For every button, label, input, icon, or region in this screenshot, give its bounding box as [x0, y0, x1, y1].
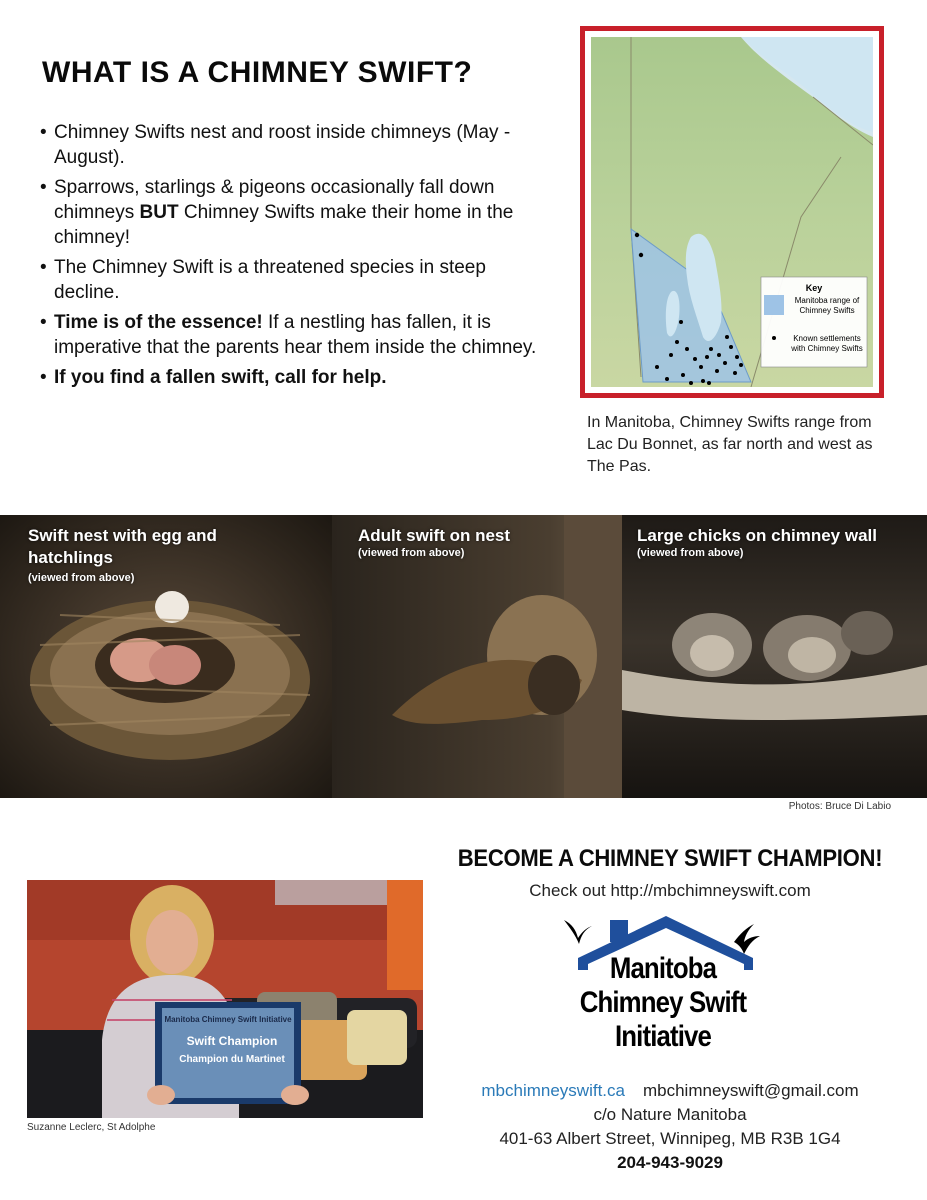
bullet-nesting: • Chimney Swifts nest and roost inside chimneys (May - August).: [40, 122, 511, 168]
address-line: 401-63 Albert Street, Winnipeg, MB R3B 1G4: [499, 1129, 841, 1148]
key-settlement-label-1: Known settlements: [793, 334, 861, 343]
panel-1-title: Swift nest with egg and hatchlings: [28, 526, 217, 567]
key-range-label-1: Manitoba range of: [794, 296, 860, 305]
contact-info: [420, 1079, 920, 1175]
photo-nest-egg: [0, 515, 332, 798]
swift-bird-right-icon: [734, 924, 760, 954]
email-link[interactable]: mbchimneyswift@gmail.com: [642, 1081, 859, 1100]
champion-photo: [27, 880, 423, 1118]
champion-heading: BECOME A CHIMNEY SWIFT CHAMPION!: [457, 845, 883, 872]
website-link[interactable]: mbchimneyswift.ca: [481, 1081, 625, 1100]
panel-2-subtitle: (viewed from above): [358, 547, 465, 559]
bullet-other-birds: • Sparrows, starlings & pigeons occasionally fall down chimneys BUT Chimney Swifts make their home in the chimney!: [40, 177, 514, 248]
panel-3-title: Large chicks on chimney wall: [637, 526, 877, 545]
photo-adult-swift: [332, 515, 622, 798]
chimney-icon: [610, 920, 628, 942]
key-settlement-label-2: with Chimney Swifts: [791, 344, 863, 353]
certificate-org: Manitoba Chimney Swift Initiative: [164, 1015, 292, 1024]
phone-number: 204-943-9029: [617, 1153, 723, 1172]
logo-wordmark: Manitoba Chimney Swift Initiative: [579, 952, 747, 1053]
panel-2-title: Adult swift on nest: [358, 526, 511, 545]
photo-strip: [0, 515, 927, 798]
key-settlement-dot: [772, 336, 776, 340]
bullet-call-for-help: • If you find a fallen swift, call for help.: [40, 367, 387, 388]
map-key-title: Key: [805, 283, 823, 293]
website-checkout: Check out http://mbchimneyswift.com: [529, 881, 811, 900]
photo-large-chicks: [622, 515, 927, 798]
panel-3-subtitle: (viewed from above): [637, 547, 744, 559]
photos-credit: Photos: Bruce Di Labio: [788, 801, 891, 812]
initiative-logo: [548, 908, 778, 1060]
key-range-label-2: Chimney Swifts: [799, 306, 855, 315]
key-range-swatch: [764, 295, 784, 315]
champion-photo-image: [27, 880, 423, 1118]
panel-1-subtitle: (viewed from above): [28, 572, 135, 584]
manitoba-map-graphic: [591, 37, 873, 387]
map-caption: In Manitoba, Chimney Swifts range from Lac Du Bonnet, as far north and west as The Pas.: [587, 414, 873, 475]
bullet-threatened: • The Chimney Swift is a threatened species in steep decline.: [40, 257, 486, 303]
org-line: c/o Nature Manitoba: [593, 1105, 747, 1124]
swift-bird-left-icon: [564, 920, 592, 944]
info-bullet-list: [40, 120, 550, 395]
certificate-title: Swift Champion: [186, 1034, 278, 1048]
certificate-title-fr: Champion du Martinet: [179, 1054, 285, 1065]
champion-photo-caption: Suzanne Leclerc, St Adolphe: [27, 1122, 156, 1133]
page-title: WHAT IS A CHIMNEY SWIFT?: [42, 56, 473, 89]
bullet-time-essence: • Time is of the essence! If a nestling has fallen, it is imperative that the parents hear them inside the chimney.: [40, 312, 537, 358]
range-map: [580, 26, 884, 398]
